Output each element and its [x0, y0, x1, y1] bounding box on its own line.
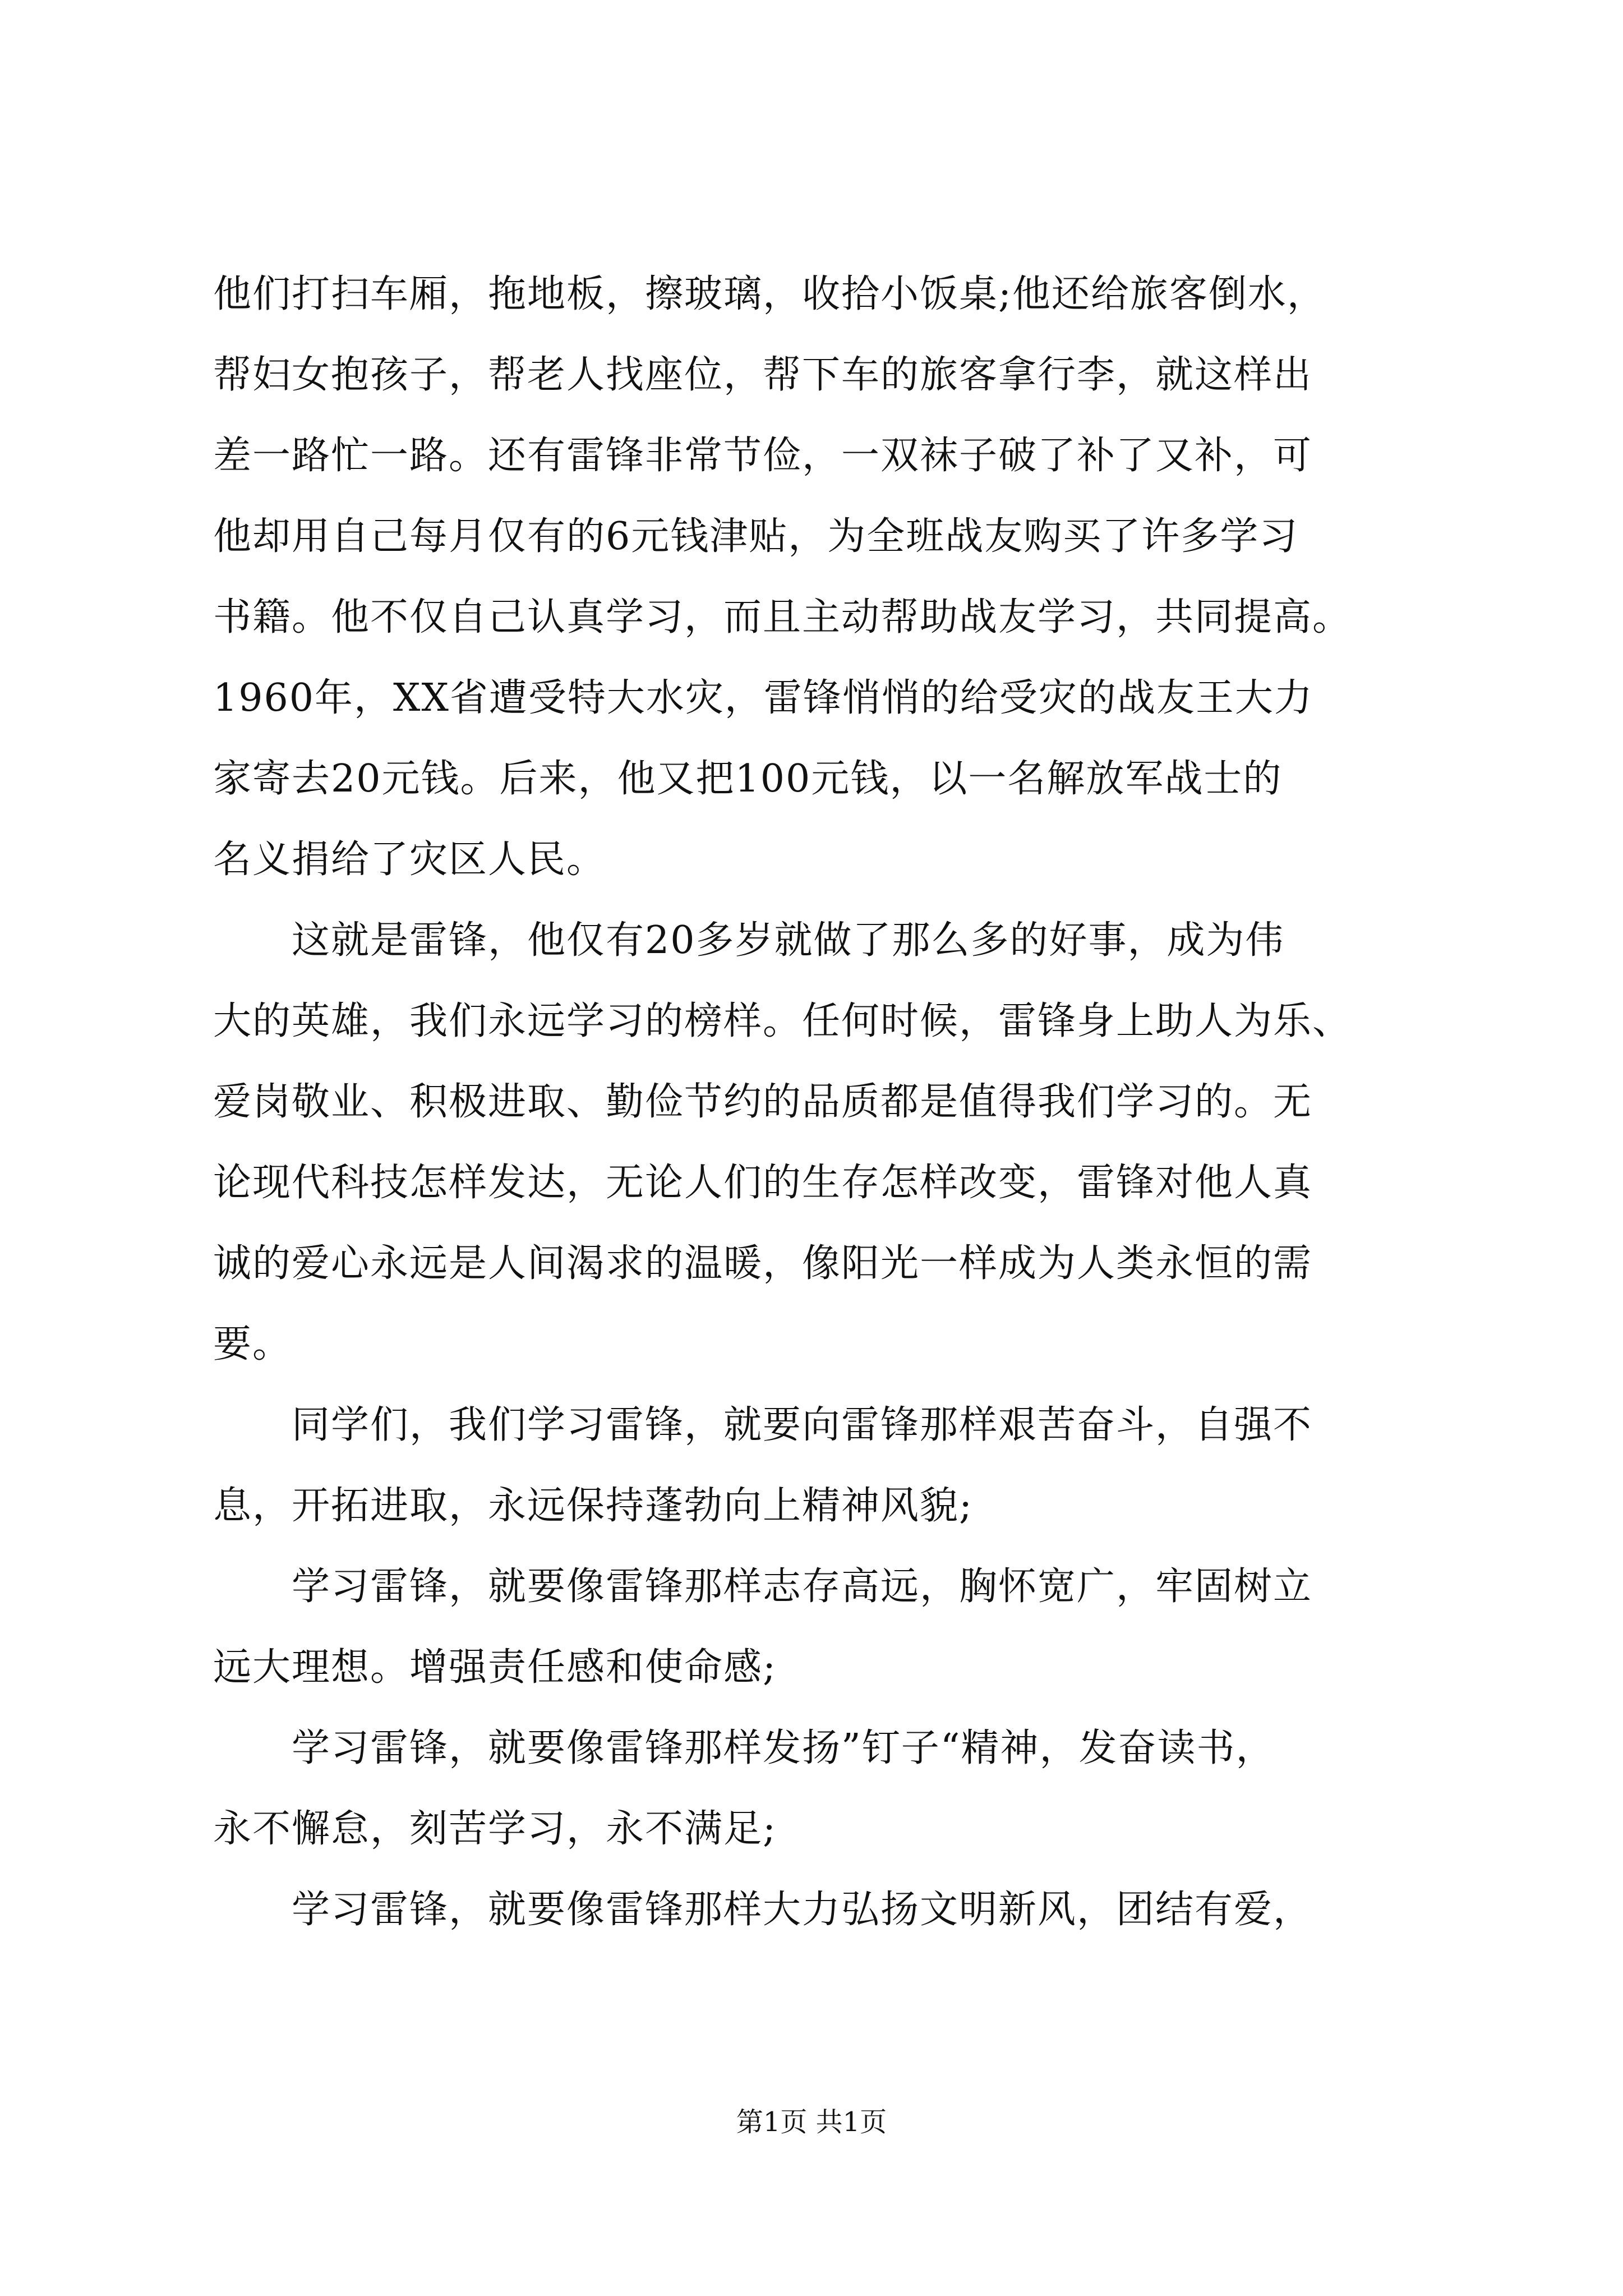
text-line: 学习雷锋，就要像雷锋那样发扬”钉子“精神，发奋读书，	[213, 1726, 1275, 1770]
text-line: 名义捐给了灾区人民。	[213, 838, 606, 882]
text-line: 同学们，我们学习雷锋，就要向雷锋那样艰苦奋斗，自强不	[213, 1403, 1313, 1447]
text-line: 爱岗敬业、积极进取、勤俭节约的品质都是值得我们学习的。无	[213, 1080, 1313, 1124]
text-line: 家寄去20元钱。后来，他又把100元钱，以一名解放军战士的	[213, 757, 1283, 801]
text-line: 息，开拓进取，永远保持蓬勃向上精神风貌;	[213, 1484, 973, 1528]
text-line: 诚的爱心永远是人间渴求的温暖，像阳光一样成为人类永恒的需	[213, 1241, 1313, 1286]
text-line: 差一路忙一路。还有雷锋非常节俭，一双袜子破了补了又补，可	[213, 434, 1313, 478]
text-line: 远大理想。增强责任感和使命感;	[213, 1645, 777, 1690]
text-line: 永不懈怠，刻苦学习，永不满足;	[213, 1807, 777, 1851]
text-line: 大的英雄，我们永远学习的榜样。任何时候，雷锋身上助人为乐、	[213, 999, 1352, 1043]
text-line: 要。	[213, 1322, 292, 1366]
text-line: 这就是雷锋，他仅有20多岁就做了那么多的好事，成为伟	[213, 918, 1285, 963]
text-line: 他们打扫车厢，拖地板，擦玻璃，收拾小饭桌;他还给旅客倒水，	[213, 272, 1326, 316]
text-line: 论现代科技怎样发达，无论人们的生存怎样改变，雷锋对他人真	[213, 1161, 1313, 1205]
text-line: 他却用自己每月仅有的6元钱津贴，为全班战友购买了许多学习	[213, 514, 1299, 559]
text-line: 书籍。他不仅自己认真学习，而且主动帮助战友学习，共同提高。	[213, 595, 1352, 639]
text-line: 帮妇女抱孩子，帮老人找座位，帮下车的旅客拿行李，就这样出	[213, 353, 1313, 397]
text-line: 1960年，XX省遭受特大水灾，雷锋悄悄的给受灾的战友王大力	[213, 676, 1313, 720]
page-footer: 第1页 共1页	[736, 2106, 887, 2138]
text-line: 学习雷锋，就要像雷锋那样大力弘扬文明新风，团结有爱，	[213, 1888, 1313, 1932]
text-line: 学习雷锋，就要像雷锋那样志存高远，胸怀宽广，牢固树立	[213, 1565, 1313, 1609]
